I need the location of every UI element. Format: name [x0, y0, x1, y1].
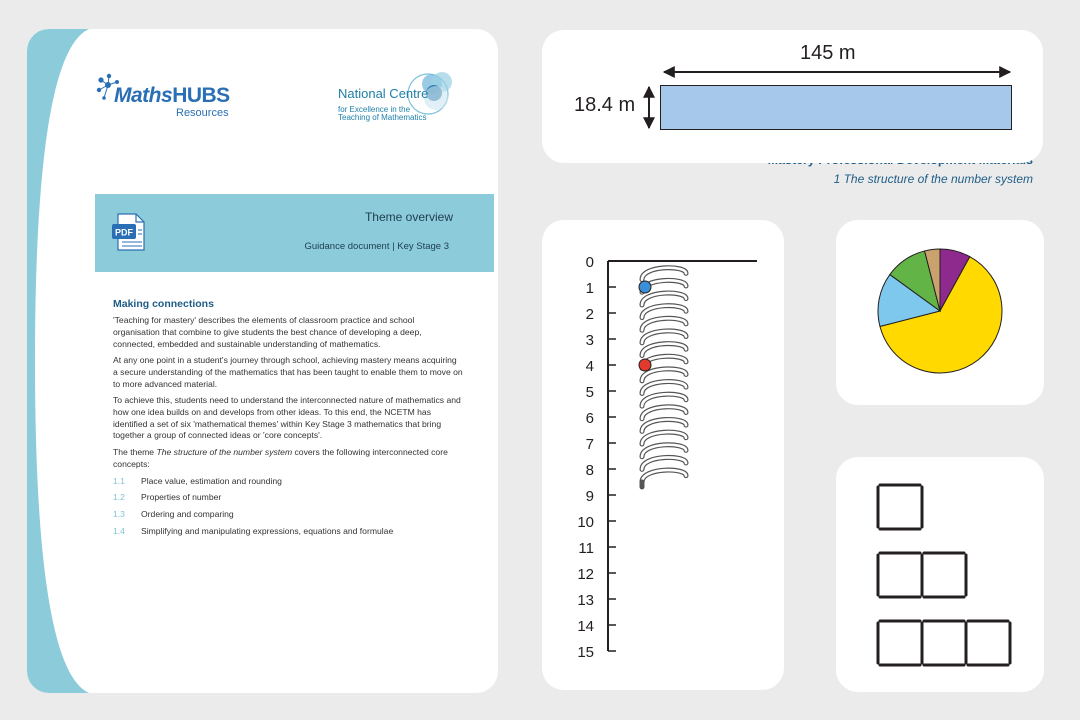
scale-tick-label: 7	[585, 436, 594, 453]
scale-tick-label: 3	[585, 332, 594, 349]
list-item: 1.1 Place value, estimation and rounding	[113, 475, 282, 486]
ncetm-line3: Teaching of Mathematics	[338, 113, 427, 123]
pie-card	[836, 220, 1044, 405]
scale-tick-label: 6	[585, 410, 594, 427]
matchstick-pattern-card	[836, 457, 1044, 692]
ncetm-line1: National Centre	[338, 86, 429, 101]
rectangle-dimension-card	[542, 30, 1043, 163]
document-body	[113, 297, 463, 542]
paragraph: To achieve this, students need to understand the interconnected nature of mathematics and how one idea builds on and develops from other ideas. To this end, the NCETM has identified a set of six 'mathematical themes' within Key Stage 3 mathematics that bring together a group of connected ideas or 'core concepts'.	[113, 395, 461, 441]
scale-tick-label: 15	[577, 644, 594, 661]
scale-tick-label: 10	[577, 514, 594, 531]
scale-tick-label: 4	[585, 358, 594, 375]
paragraph: 'Teaching for mastery' describes the elements of classroom practice and school organisation that combine to give students the best chance of developing a deep, connected, embedded and sustainable understanding of mathematics.	[113, 315, 422, 349]
pdf-label: PDF	[115, 227, 133, 238]
spring-scale-card	[542, 220, 784, 690]
scale-tick-label: 8	[585, 462, 594, 479]
resources-label: Resources	[176, 107, 229, 119]
paragraph: At any one point in a student's journey through school, achieving mastery means acquiring a secure understanding of the mathematics that has been taught to enable them to move on to more advanced material.	[113, 355, 463, 389]
pdf-file-icon[interactable]	[110, 212, 148, 252]
guidance-label: Guidance document | Key Stage 3	[304, 241, 449, 252]
list-item: 1.4 Simplifying and manipulating expressions, equations and formulae	[113, 525, 394, 536]
spring-scale	[542, 220, 784, 690]
scale-tick-label: 9	[585, 488, 594, 505]
section-heading: Making connections	[113, 298, 214, 310]
scale-tick-label: 0	[585, 254, 594, 271]
spring-marker	[639, 359, 651, 371]
scale-tick-label: 2	[585, 306, 594, 323]
list-item: 1.2 Properties of number	[113, 492, 222, 503]
theme-band	[95, 194, 494, 272]
document-subtitle: 1 The structure of the number system	[833, 172, 1033, 186]
width-label: 18.4 m	[574, 94, 636, 116]
scale-tick-label: 14	[577, 618, 594, 635]
theme-intro: The theme The structure of the number system covers the following interconnected core concepts:	[113, 447, 448, 469]
mathshubs-wordmark: MathsHUBS	[114, 84, 230, 107]
matchstick-pattern	[836, 457, 1044, 692]
length-label: 145 m	[800, 42, 856, 64]
list-item: 1.3 Ordering and comparing	[113, 508, 234, 519]
scale-tick-label: 5	[585, 384, 594, 401]
scale-tick-label: 12	[577, 566, 594, 583]
scale-tick-label: 11	[578, 540, 594, 557]
ncetm-line2: for Excellence in the	[338, 104, 411, 114]
spring-marker	[639, 281, 651, 293]
scale-tick-label: 1	[585, 280, 594, 297]
document-spine-curve	[27, 29, 89, 693]
field-rectangle	[660, 85, 1012, 130]
pie-chart	[836, 220, 1044, 405]
concept-list	[113, 476, 463, 538]
ncetm-wordmark	[338, 86, 428, 123]
theme-overview-label: Theme overview	[364, 210, 453, 224]
scale-tick-label: 13	[577, 592, 594, 609]
